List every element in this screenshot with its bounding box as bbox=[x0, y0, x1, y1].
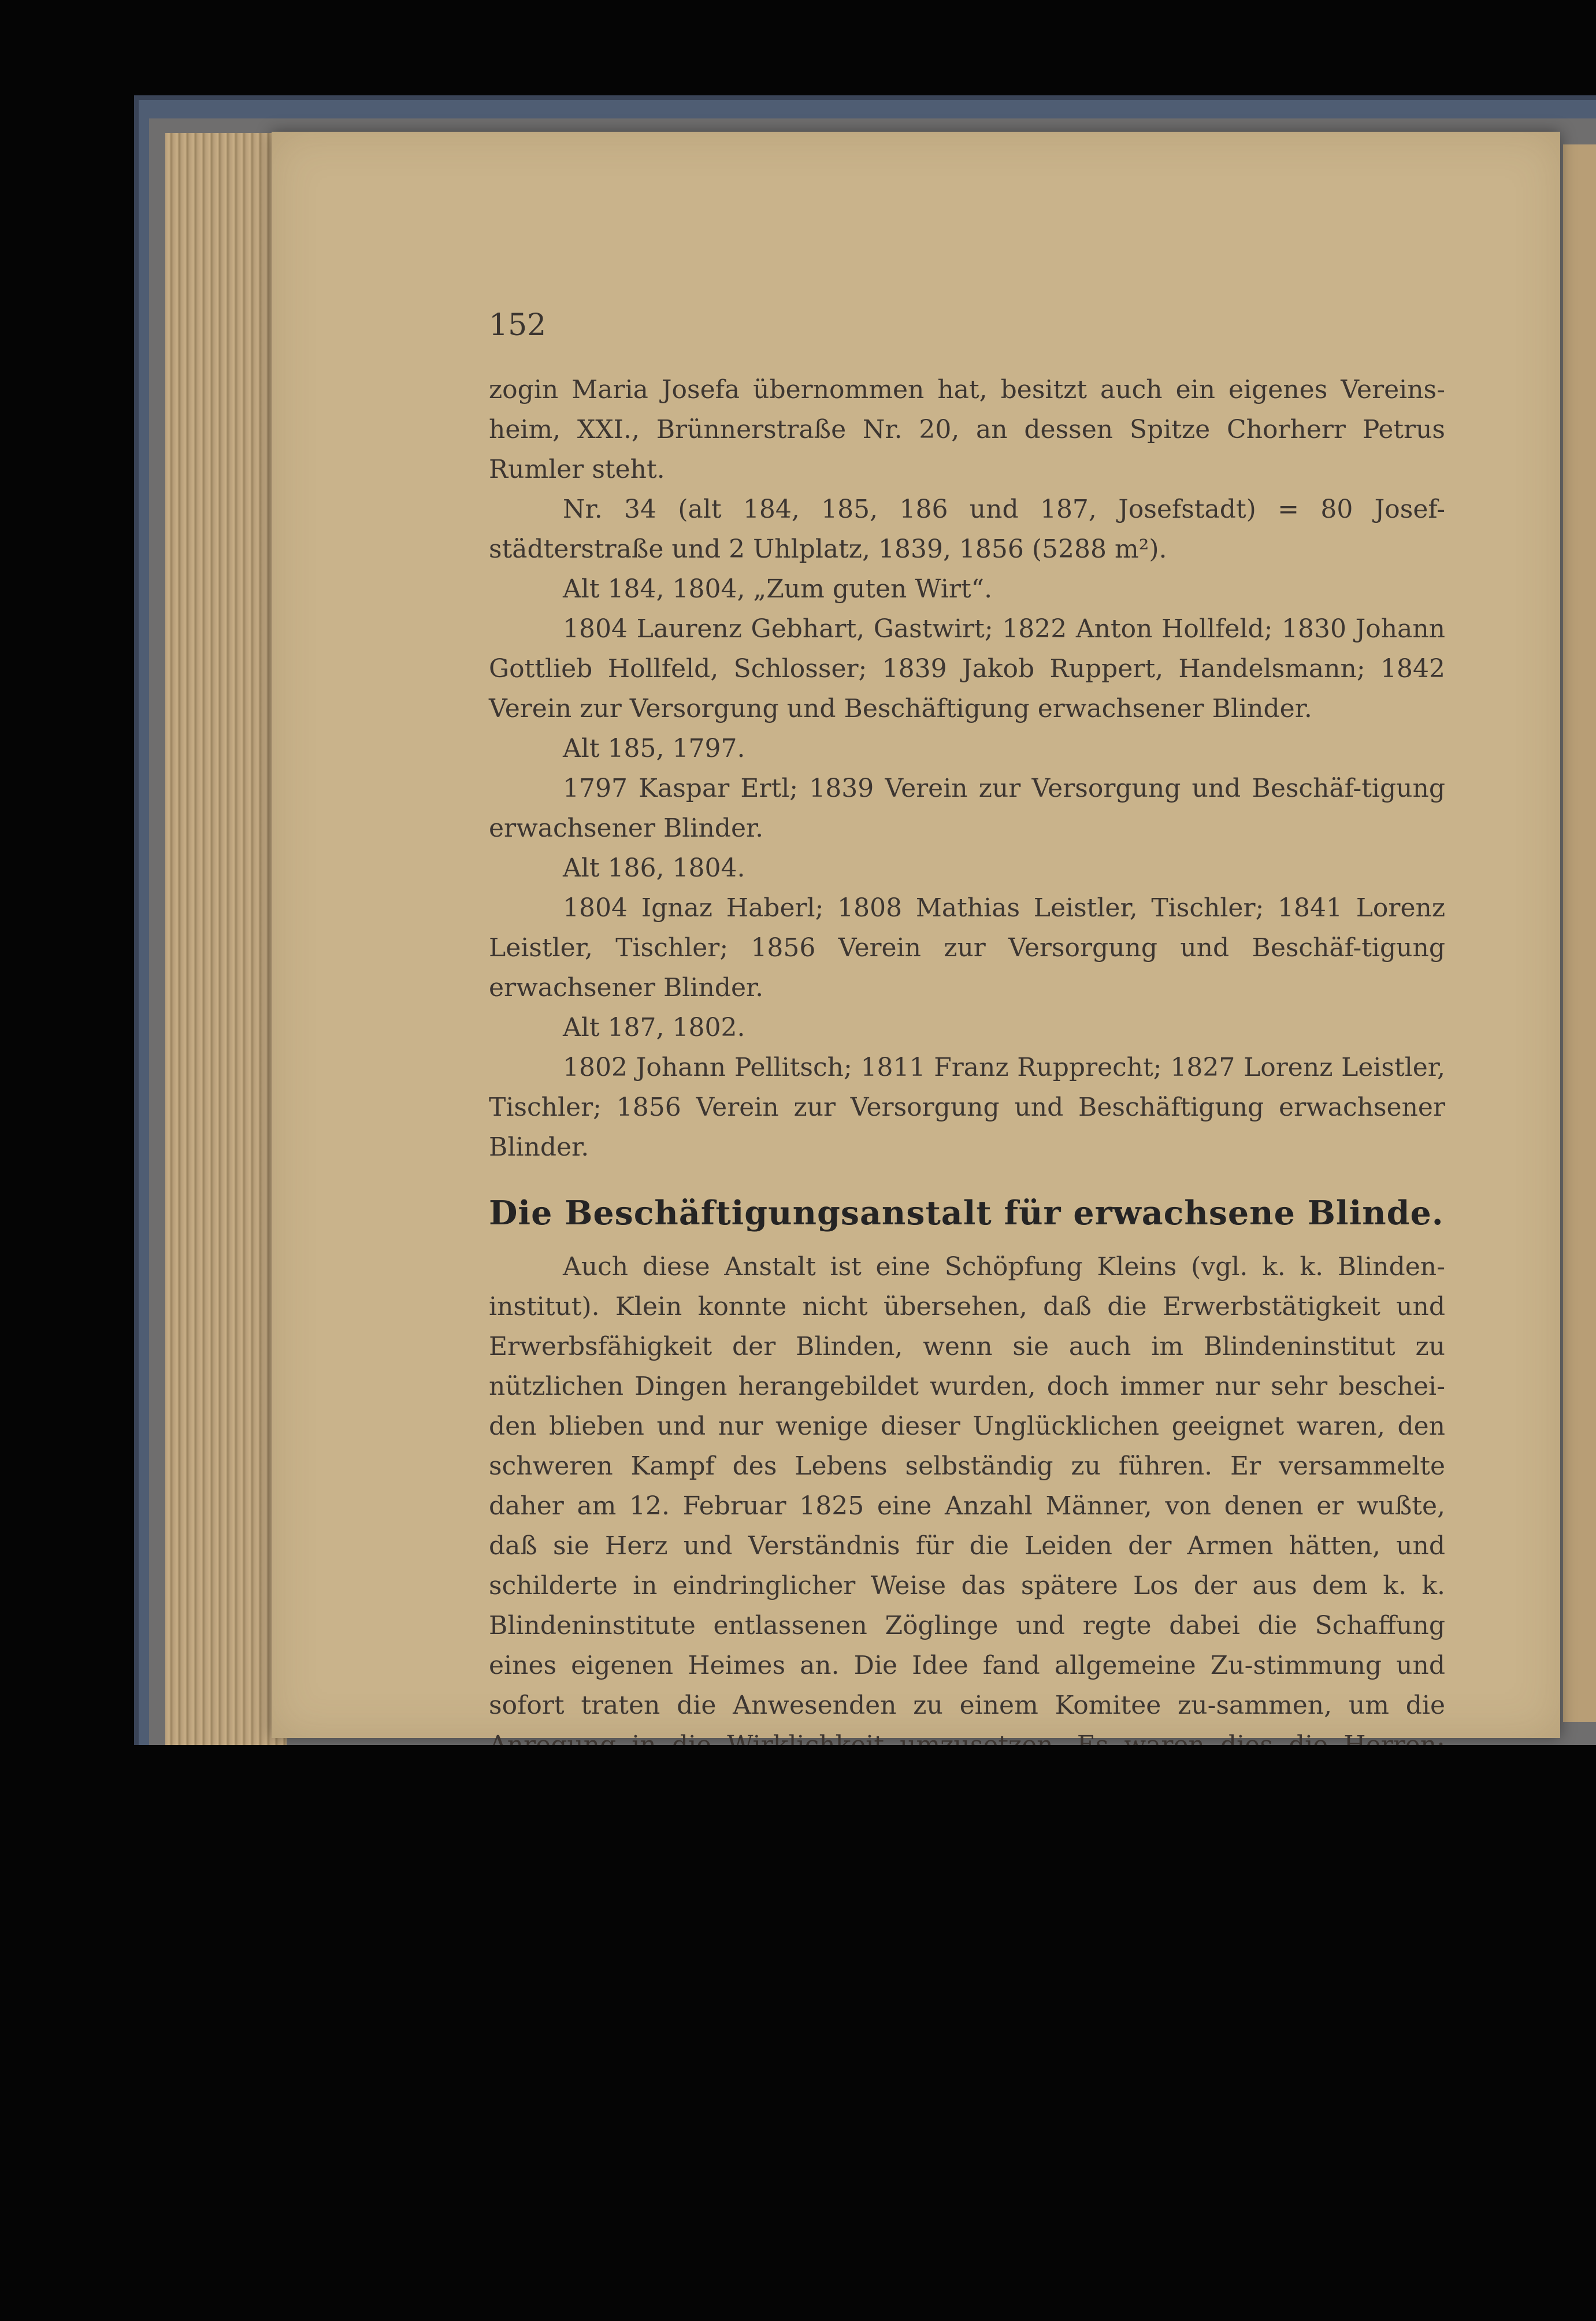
bottom-background bbox=[134, 1745, 1596, 2321]
paragraph-alt-185: Alt 185, 1797. bbox=[563, 734, 745, 763]
paragraph-1804-ignaz: 1804 Ignaz Haberl; 1808 Mathias Leistler, Tischler; 1841 Lorenz Leistler, Tischler; 1856 Verein zur Versorgung und Beschäf-tigung erwachsener Blinder. bbox=[489, 893, 1445, 1002]
paragraph-intro: zogin Maria Josefa übernommen hat, besitzt auch ein eigenes Vereins-heim, XXI., Brünnerstraße Nr. 20, an dessen Spitze Chorherr Petrus Rumler steht. bbox=[489, 375, 1445, 484]
paragraph-alt-187: Alt 187, 1802. bbox=[563, 1013, 745, 1042]
right-page-edge bbox=[1563, 144, 1596, 1722]
paragraph-alt-186: Alt 186, 1804. bbox=[563, 853, 745, 883]
page-edges bbox=[165, 133, 287, 1745]
paragraph-1802-johann: 1802 Johann Pellitsch; 1811 Franz Rupprecht; 1827 Lorenz Leistler, Tischler; 1856 Verein zur Versorgung und Beschäftigung erwachsener Blinder. bbox=[489, 1053, 1445, 1162]
paragraph-1797-kaspar: 1797 Kaspar Ertl; 1839 Verein zur Versorgung und Beschäf-tigung erwachsener Blinder. bbox=[489, 774, 1445, 843]
paragraph-section-body: Auch diese Anstalt ist eine Schöpfung Kleins (vgl. k. k. Blinden-institut). Klein konnte nicht übersehen, daß die Erwerbstätigkeit und Erwerbsfähigkeit der Blinden, wenn sie auch im Blindeninstitut zu nützlichen Dingen herangebildet wurden, doch immer nur sehr beschei-den blieben und nur wenige dieser Unglücklichen geeignet waren, den schweren Kampf des Lebens selbständig zu führen. Er versammelte daher am 12. Februar 1825 eine Anzahl Männer, von denen er wußte, daß sie Herz und Verständnis für die Leiden der Armen hätten, und schilderte in eindringlicher Weise das spätere Los der aus dem k. k. Blindeninstitute entlassenen Zöglinge und regte dabei die Schaffung eines eigenen Heimes an. Die Idee fand allgemeine Zu-stimmung und sofort traten die Anwesenden zu einem Komitee zu-sammen, um die bbox=[489, 1252, 1445, 1720]
paragraph-nr-34: Nr. 34 (alt 184, 185, 186 und 187, Josefstadt) = 80 Josef-städterstraße und 2 Uhlplatz, 1839, 1856 (5288 m²). bbox=[489, 495, 1445, 564]
section-heading: Die Beschäftigungsanstalt für erwachsene Blinde. bbox=[489, 1194, 1444, 1232]
page-number: 152 bbox=[489, 308, 547, 343]
page-text bbox=[489, 370, 1445, 1845]
paragraph-alt-184: Alt 184, 1804, „Zum guten Wirt“. bbox=[563, 574, 993, 604]
paragraph-1804-laurenz: 1804 Laurenz Gebhart, Gastwirt; 1822 Anton Hollfeld; 1830 Johann Gottlieb Hollfeld, Schlosser; 1839 Jakob Ruppert, Handelsmann; 1842 Verein zur Versorgung und Beschäftigung erwachsener Blinder. bbox=[489, 614, 1445, 723]
